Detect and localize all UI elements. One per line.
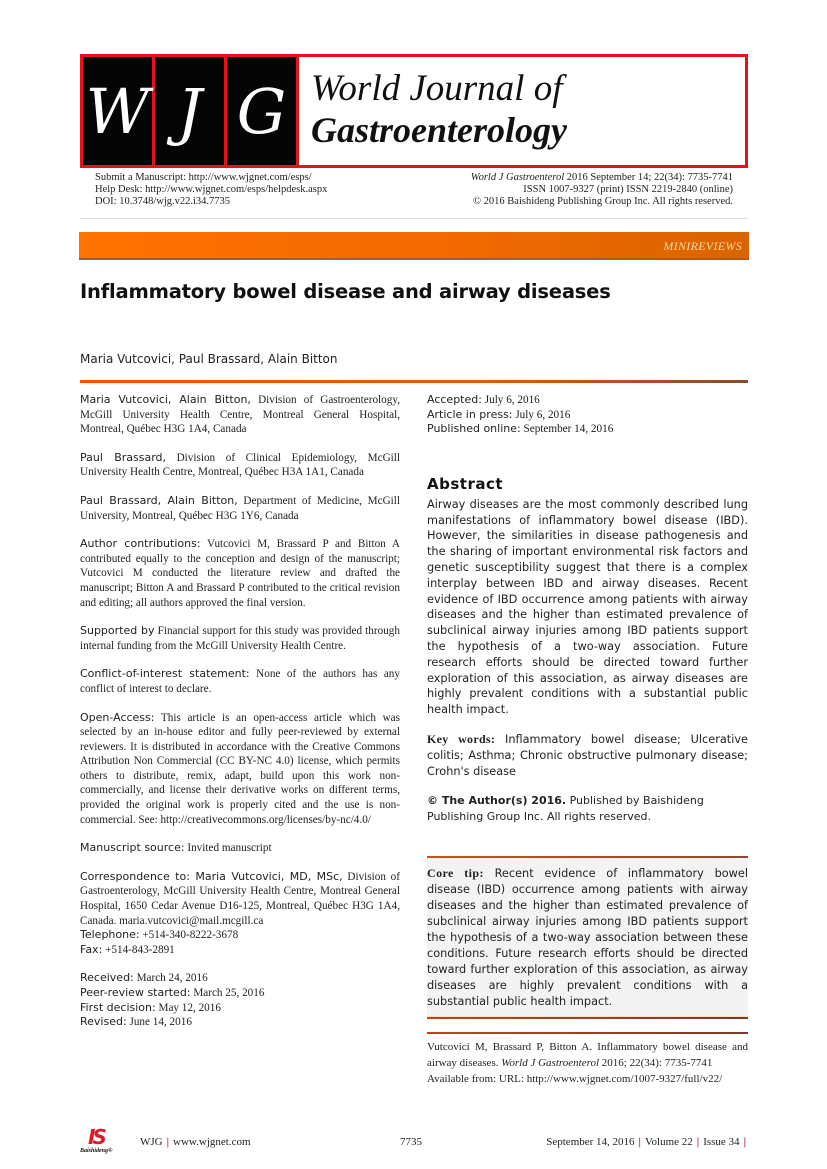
- submission-info: [95, 172, 327, 208]
- date-in-press: Article in press: July 6, 2016: [427, 407, 571, 421]
- footer-journal: WJG | www.wjgnet.com: [140, 1136, 251, 1148]
- header-divider: [80, 218, 748, 219]
- conflict-of-interest: Conflict-of-interest statement: None of the authors has any conflict of interest to declare.: [80, 667, 400, 695]
- citation-divider-bottom: [427, 1032, 748, 1034]
- logo-letter-w: W: [83, 57, 155, 165]
- journal-info: [471, 172, 733, 208]
- manuscript-source: Manuscript source: Invited manuscript: [80, 841, 272, 855]
- correspondence: Correspondence to: Maria Vutcovici, MD, MSc, Division of Gastroenterology, McGill University Health Centre, Montreal General Hospital, 1650 Cedar Avenue D16-125, Montreal, Québec H3G 1A4, Canada. maria.vutcovici@mail.mcgill.ca: [80, 869, 400, 927]
- issn-line: ISSN 1007-9327 (print) ISSN 2219-2840 (online): [523, 184, 733, 195]
- publication-dates: [427, 393, 748, 437]
- citation-box: [427, 1017, 748, 1087]
- logo-letter-j: J: [155, 57, 227, 165]
- journal-title-line1: World Journal of: [311, 68, 563, 109]
- supported-by: Supported by Financial support for this study was provided through internal funding from the McGill University Health Centre.: [80, 624, 400, 652]
- submit-manuscript-link[interactable]: Submit a Manuscript: http://www.wjgnet.com/esps/: [95, 172, 312, 183]
- logo-letter-g: G: [227, 57, 299, 165]
- left-column: [80, 393, 400, 1030]
- section-banner: [79, 232, 749, 260]
- date-published-online: Published online: September 14, 2016: [427, 422, 614, 436]
- publisher-copyright: © 2016 Baishideng Publishing Group Inc. All rights reserved.: [473, 196, 733, 207]
- citation-divider-top: [427, 1017, 748, 1019]
- right-column: [427, 393, 748, 824]
- article-title: Inflammatory bowel disease and airway diseases: [80, 280, 611, 303]
- date-peer-review: Peer-review started: March 25, 2016: [80, 986, 265, 999]
- article-authors: Maria Vutcovici, Paul Brassard, Alain Bitton: [80, 352, 338, 366]
- publisher-logo-icon: IS: [88, 1125, 104, 1149]
- doi-link[interactable]: DOI: 10.3748/wjg.v22.i34.7735: [95, 196, 231, 207]
- publisher-name: Baishideng®: [80, 1148, 113, 1154]
- core-tip-box: [427, 856, 748, 1017]
- footer-journal-abbr: WJG: [140, 1136, 163, 1148]
- page-footer: [80, 1126, 750, 1156]
- author-contributions: Author contributions: Vutcovici M, Brassard P and Bitton A contributed equally to the conception and design of the manuscript; Vutcovici M conducted the literature review and drafted the manuscript; Bitton A and Brassard P contributed to the critical revision and editing; all authors approved the final version.: [80, 537, 400, 609]
- date-received: Received: March 24, 2016: [80, 971, 208, 985]
- fax: Fax: +514-843-2891: [80, 942, 175, 956]
- abstract-heading: Abstract: [427, 474, 504, 493]
- affiliation-3: Paul Brassard, Alain Bitton, Department of Medicine, McGill University, Montreal, Québec H3G 1Y6, Canada: [80, 493, 400, 522]
- core-tip-content: Core tip: Recent evidence of inflammatory bowel disease (IBD) occurrence among patients with airway diseases and the higher than estimated prevalence of subclinical airway injuries among IBD patients support the hypothesis of a two-way association between these conditions. Future research efforts should be directed toward further exploration of this association, as airway diseases are highly prevalent conditions with a substantial public health impact.: [427, 858, 748, 1016]
- abstract-body: Airway diseases are the most commonly described lung manifestations of inflammatory bowel disease (IBD). However, the similarities in disease pathogenesis and the sharing of important environmental risk factors and genetic susceptibility suggest that there is a complex interplay between IBD and airway diseases. Recent evidence of IBD occurrence among patients with airway diseases and the higher than estimated prevalence of subclinical airway injuries among IBD patients support the hypothesis of a two-way association. Future research efforts should be directed toward further exploration of this association, as airway diseases are highly prevalent conditions with a substantial public health impact.: [427, 497, 748, 717]
- keywords: Key words: Inflammatory bowel disease; Ulcerative colitis; Asthma; Chronic obstructive pulmonary disease; Crohn's disease: [427, 731, 748, 778]
- footer-date: September 14, 2016: [546, 1136, 635, 1148]
- citation-url[interactable]: Available from: URL: http://www.wjgnet.com/1007-9327/full/v22/: [427, 1073, 723, 1085]
- journal-name: World J Gastroenterol: [470, 172, 565, 183]
- author-copyright: © The Author(s) 2016. Published by Baishideng Publishing Group Inc. All rights reserved.: [427, 794, 704, 823]
- journal-issue: 2016 September 14; 22(34): 7735-7741: [564, 172, 733, 183]
- journal-title-line2: Gastroenterology: [311, 110, 567, 150]
- journal-masthead: [80, 54, 748, 168]
- open-access-statement: Open-Access: This article is an open-access article which was selected by an in-house editor and fully peer-reviewed by external reviewers. It is distributed in accordance with the Creative Commons Attribution Non Commercial (CC BY-NC 4.0) license, which permits others to distribute, remix, adapt, build upon this work non-commercially, and license their derivative works on different terms, provided the original work is properly cited and the use is non-commercial. See: http://creativecommons.org/licenses/by-nc/4.0/: [80, 710, 400, 826]
- footer-issue-info: September 14, 2016 | Volume 22 | Issue 34 |: [546, 1136, 746, 1148]
- date-revised: Revised: June 14, 2016: [80, 1015, 192, 1029]
- date-first-decision: First decision: May 12, 2016: [80, 1000, 221, 1014]
- footer-volume: Volume 22: [644, 1136, 693, 1148]
- telephone: Telephone: +514-340-8222-3678: [80, 928, 239, 942]
- footer-issue: Issue 34: [703, 1136, 740, 1148]
- date-accepted: Accepted: July 6, 2016: [427, 393, 540, 406]
- citation-text: Vutcovici M, Brassard P, Bitton A. Inflammatory bowel disease and airway diseases. World J Gastroenterol 2016; 22(34): 7735-7741 Available from: URL: http://www.wjgnet.com/1007-9327/full/v22/: [427, 1041, 748, 1085]
- baishideng-logo: [80, 1126, 124, 1158]
- page-number: 7735: [400, 1136, 422, 1148]
- help-desk-link[interactable]: Help Desk: http://www.wjgnet.com/esps/helpdesk.aspx: [95, 184, 328, 195]
- journal-title: [299, 57, 567, 165]
- authors-divider: [80, 380, 748, 383]
- footer-website-link[interactable]: www.wjgnet.com: [173, 1136, 251, 1148]
- journal-citation-line: [471, 172, 733, 184]
- affiliation-1: Maria Vutcovici, Alain Bitton, Division of Gastroenterology, McGill University Health Centre, Montreal General Hospital, Montreal, Québec H3G 1A4, Canada: [80, 393, 400, 436]
- affiliation-2: Paul Brassard, Division of Clinical Epidemiology, McGill University Health Centre, Montreal, Québec H3A 1A1, Canada: [80, 450, 400, 479]
- article-type-label: MINIREVIEWS: [663, 239, 742, 253]
